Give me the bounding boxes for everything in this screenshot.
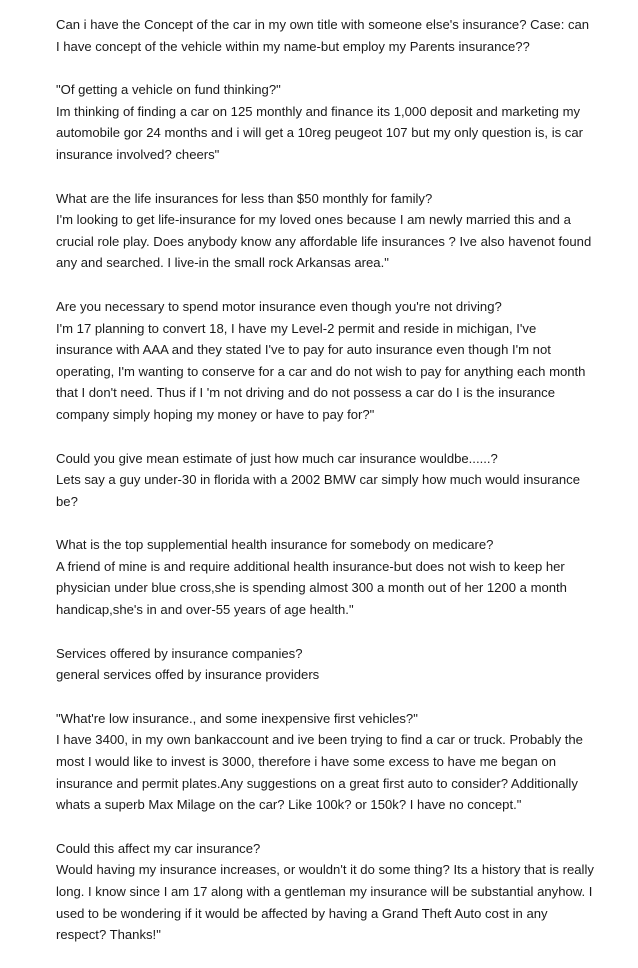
qa-entry-3: [56, 188, 628, 274]
document-page: [56, 14, 628, 968]
question-text: "What're low insurance., and some inexpensive first vehicles?": [56, 710, 418, 726]
question-text: Are you necessary to spend motor insurance even though you're not driving?: [56, 298, 502, 314]
question-text: Could this affect my car insurance?: [56, 840, 261, 856]
qa-entry-2: [56, 79, 628, 165]
answer-text: A friend of mine is and require additional health insurance-but does not wish to keep her physician under blue cross,she is spending almost 300 a month out of her 1200 a month handicap,she's in and over-55 years of age health.": [56, 558, 567, 618]
qa-entry-5: [56, 448, 628, 513]
question-text: What are the life insurances for less than $50 monthly for family?: [56, 190, 433, 206]
answer-text: general services offed by insurance providers: [56, 667, 320, 683]
qa-entry-1: [56, 14, 628, 57]
answer-text: Would having my insurance increases, or wouldn't it do some thing? Its a history that is really long. I know since I am 17 along with a gentleman my insurance will be substantial anyhow. I used to be wondering if it would be affected by having a Grand Theft Auto cost in any respect? Thanks!": [56, 862, 594, 943]
answer-text: I'm looking to get life-insurance for my loved ones because I am newly married this and a crucial role play. Does anybody know any affordable life insurances ? Ive also havenot found any and searched. I live-in the small rock Arkansas area.": [56, 212, 592, 271]
qa-entry-9: [56, 838, 628, 946]
answer-text: I have concept of the vehicle within my name-but employ my Parents insurance??: [56, 38, 530, 54]
answer-text: I have 3400, in my own bankaccount and ive been trying to find a car or truck. Probably the most I would like to invest is 3000, therefore i have some excess to have me began on insurance and permit plates.Any suggestions on a great first auto to consider? Additionally whats a superb Max Milage on the car? Like 100k? or 150k? I have no concept.": [56, 732, 583, 813]
answer-text: Im thinking of finding a car on 125 monthly and finance its 1,000 deposit and marketing my automobile gor 24 months and i will get a 10reg peugeot 107 but my only question is, is car insurance involved? cheers": [56, 103, 583, 162]
answer-text: Lets say a guy under-30 in florida with a 2002 BMW car simply how much would insurance be?: [56, 472, 580, 509]
qa-entry-7: [56, 643, 628, 686]
question-text: "Of getting a vehicle on fund thinking?": [56, 82, 281, 98]
qa-entry-4: [56, 296, 628, 426]
question-text: Could you give mean estimate of just how much car insurance wouldbe......?: [56, 450, 498, 466]
qa-entry-6: [56, 534, 628, 620]
qa-entry-8: [56, 708, 628, 816]
question-text: What is the top supplemential health insurance for somebody on medicare?: [56, 537, 494, 553]
question-text: Services offered by insurance companies?: [56, 645, 303, 661]
answer-text: I'm 17 planning to convert 18, I have my Level-2 permit and reside in michigan, I've insurance with AAA and they stated I've to pay for auto insurance even though I'm not operating, I'm wanting to conserve for a car and do not wish to pay for anything each month that I don't need. Thus if I 'm not driving and do not possess a car do I is the insurance company simply hoping my money or have to pay for?": [56, 320, 586, 422]
question-text: Can i have the Concept of the car in my own title with someone else's insurance? Case: can: [56, 17, 590, 32]
